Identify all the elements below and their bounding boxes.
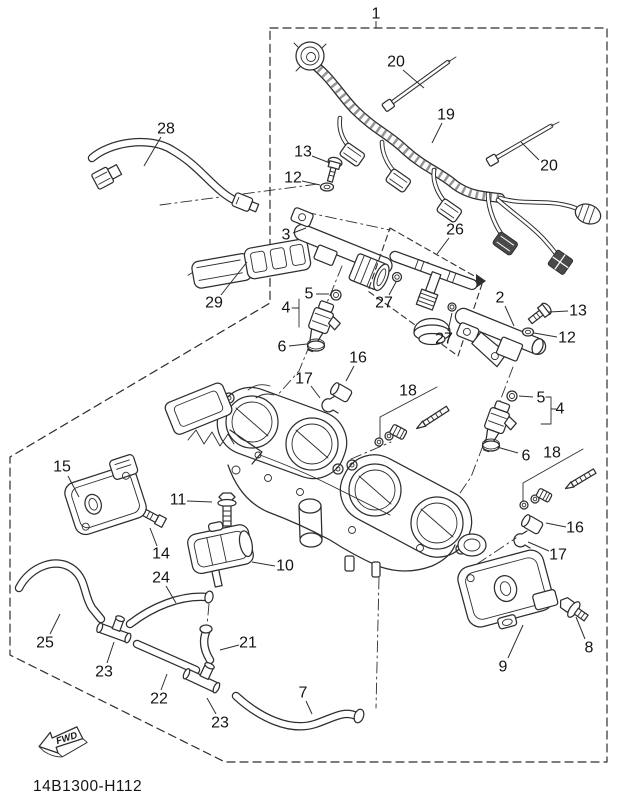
part-code: 14B1300-H112 (33, 778, 143, 795)
square-connector (547, 249, 573, 275)
callout-leader-23 (207, 698, 216, 714)
callout-leader-6 (289, 344, 307, 346)
o-ring-5 (331, 290, 341, 300)
callout-label-20: 20 (540, 157, 558, 175)
quick-connector (231, 192, 259, 214)
bolt-11 (218, 493, 236, 526)
callout-label-3: 3 (281, 226, 291, 244)
callout-leader-13 (312, 156, 330, 163)
hose-25 (19, 564, 101, 619)
callout-leader-19 (432, 123, 442, 143)
callout-label-21: 21 (239, 634, 257, 652)
injector-connector (339, 118, 366, 167)
callout-label-15: 15 (53, 458, 71, 476)
callout-label-13: 13 (294, 143, 312, 161)
callout-label-14: 14 (152, 545, 170, 563)
fuel-hose-28 (91, 142, 260, 214)
callout-label-26: 26 (446, 221, 464, 239)
callout-label-22: 22 (150, 690, 168, 708)
clip-17 (322, 396, 338, 413)
callout-leader-21 (220, 645, 239, 650)
callout-leader-12 (534, 333, 557, 337)
callout-leader-12 (302, 181, 320, 185)
callout-label-18: 18 (399, 382, 417, 400)
callout-label-20: 20 (387, 53, 405, 71)
callout-label-9: 9 (498, 658, 508, 676)
callout-leader-26 (437, 238, 449, 254)
callout-label-23: 23 (95, 663, 113, 681)
callout-label-13: 13 (569, 302, 587, 320)
o-ring-27 (448, 303, 456, 311)
o-ring-5 (507, 391, 517, 401)
callout-leader-13 (549, 311, 568, 312)
bolt-13 (526, 301, 553, 326)
hose-21 (200, 625, 212, 660)
clip-17 (514, 531, 530, 548)
callout-label-24: 24 (152, 569, 170, 587)
callout-label-12: 12 (558, 329, 576, 347)
callout-leader-2 (505, 306, 514, 326)
callout-label-5: 5 (304, 285, 314, 303)
callout-label-17: 17 (549, 546, 567, 564)
callout-label-19: 19 (437, 106, 455, 124)
callout-label-4: 4 (281, 299, 291, 317)
callout-label-17: 17 (295, 370, 313, 388)
callout-leader-14 (150, 528, 157, 546)
callout-label-10: 10 (276, 557, 294, 575)
sensor-connector-10 (185, 516, 260, 591)
callout-leader-27 (389, 282, 396, 295)
sensor-15 (59, 454, 152, 538)
callout-label-27: 27 (375, 294, 393, 312)
spacer-16 (329, 382, 353, 403)
seal-6 (483, 441, 500, 451)
callout-leader-16 (346, 366, 354, 381)
callout-label-27: 27 (435, 330, 453, 348)
washer-12 (321, 183, 334, 191)
callout-label-28: 28 (157, 120, 175, 138)
bolt-13 (323, 156, 343, 183)
callout-label-23: 23 (211, 714, 229, 732)
callout-leader-9 (508, 625, 523, 658)
callout-leader-5 (519, 396, 533, 397)
t-joint-23 (182, 655, 227, 694)
callout-label-6: 6 (521, 447, 531, 465)
callout-leader-7 (306, 701, 312, 714)
callout-label-25: 25 (36, 634, 54, 652)
sensor-9 (455, 546, 561, 636)
callout-leader-6 (497, 447, 518, 453)
spacer-16 (520, 514, 544, 535)
hose-22 (137, 644, 196, 670)
seal-6 (308, 341, 325, 351)
round-connector (573, 201, 604, 228)
fuel-rail-2 (443, 301, 553, 380)
joint-connector-29 (185, 238, 312, 290)
callout-label-7: 7 (298, 684, 308, 702)
callout-label-1: 1 (371, 5, 381, 23)
bolt-8 (556, 593, 592, 626)
callout-label-18: 18 (543, 444, 561, 462)
callout-label-2: 2 (495, 289, 505, 307)
bracket-4-left (292, 299, 299, 327)
callout-label-29: 29 (205, 294, 223, 312)
hose-fitting (91, 162, 123, 190)
callout-label-16: 16 (566, 519, 584, 537)
callout-leader-11 (187, 501, 212, 502)
callout-leader-17 (311, 386, 320, 398)
callout-label-16: 16 (349, 349, 367, 367)
callout-leader-16 (546, 523, 566, 527)
callout-leader-22 (161, 674, 167, 690)
o-ring-27 (393, 273, 402, 282)
washer-12 (523, 328, 534, 336)
callout-label-4: 4 (555, 400, 565, 418)
callout-label-11: 11 (169, 491, 187, 509)
callout-leader-20 (521, 142, 539, 160)
callout-label-5: 5 (536, 389, 546, 407)
callout-label-8: 8 (584, 639, 594, 657)
callout-leader-10 (252, 562, 275, 566)
callout-leader-23 (107, 642, 114, 663)
fwd-arrow-label: FWD (54, 729, 79, 748)
callout-label-12: 12 (284, 169, 302, 187)
fwd-arrow (36, 722, 89, 762)
callout-label-6: 6 (277, 338, 287, 356)
callout-leader-25 (50, 614, 60, 634)
